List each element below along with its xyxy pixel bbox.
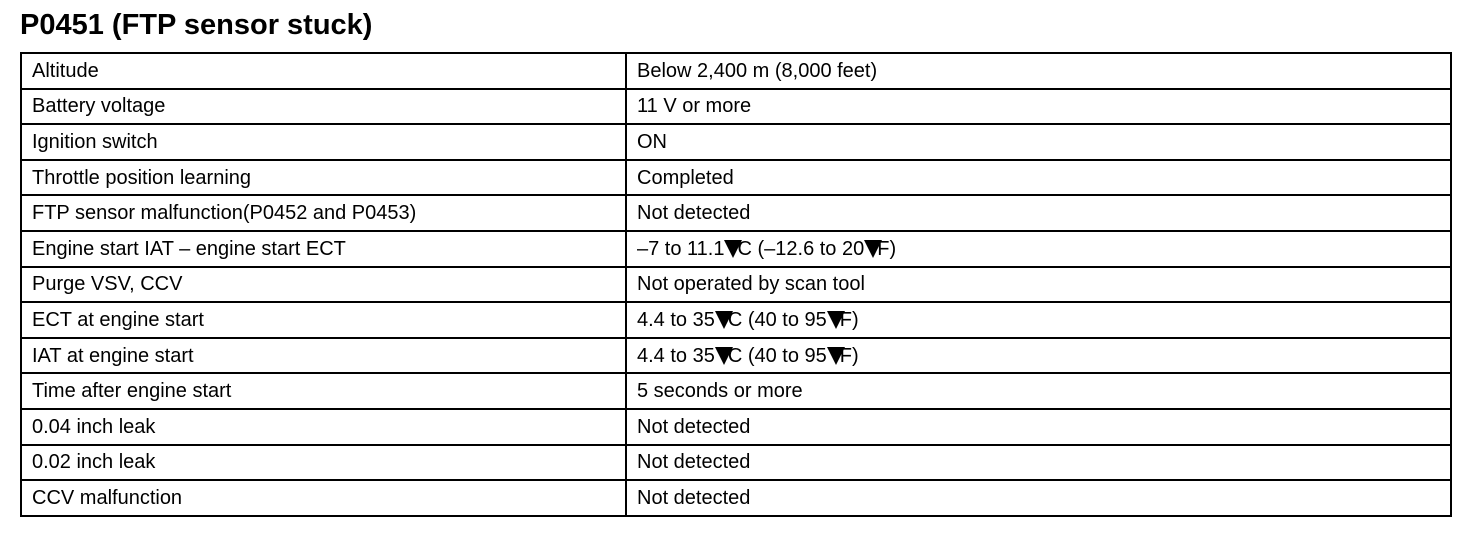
condition-cell: Engine start IAT – engine start ECT bbox=[21, 231, 626, 267]
table-row bbox=[21, 302, 1451, 338]
table-row bbox=[21, 480, 1451, 516]
condition-cell: Ignition switch bbox=[21, 124, 626, 160]
value-text: –7 to 11.1 bbox=[637, 237, 725, 260]
value-text: 4.4 to 35 bbox=[637, 344, 715, 367]
value-cell: Not detected bbox=[626, 195, 1451, 231]
value-cell: Completed bbox=[626, 160, 1451, 196]
value-cell: Not detected bbox=[626, 409, 1451, 445]
value-cell: ON bbox=[626, 124, 1451, 160]
value-text: 4.4 to 35 bbox=[637, 308, 715, 331]
value-cell: 11 V or more bbox=[626, 89, 1451, 125]
condition-cell: 0.04 inch leak bbox=[21, 409, 626, 445]
condition-cell: Altitude bbox=[21, 53, 626, 89]
value-cell: Not detected bbox=[626, 480, 1451, 516]
condition-cell: IAT at engine start bbox=[21, 338, 626, 374]
condition-cell: Time after engine start bbox=[21, 373, 626, 409]
condition-cell: Battery voltage bbox=[21, 89, 626, 125]
condition-cell: FTP sensor malfunction(P0452 and P0453) bbox=[21, 195, 626, 231]
condition-cell: Throttle position learning bbox=[21, 160, 626, 196]
table-row bbox=[21, 124, 1451, 160]
table-row bbox=[21, 53, 1451, 89]
table-row bbox=[21, 445, 1451, 481]
condition-cell: CCV malfunction bbox=[21, 480, 626, 516]
value-cell: Below 2,400 m (8,000 feet) bbox=[626, 53, 1451, 89]
table-row bbox=[21, 373, 1451, 409]
table-row bbox=[21, 231, 1451, 267]
table-row bbox=[21, 267, 1451, 303]
condition-cell: 0.02 inch leak bbox=[21, 445, 626, 481]
table-row bbox=[21, 409, 1451, 445]
value-cell bbox=[626, 231, 1451, 267]
page-title: P0451 (FTP sensor stuck) bbox=[20, 9, 373, 41]
value-text: C (40 to 95 bbox=[727, 344, 827, 367]
value-text: C (40 to 95 bbox=[727, 308, 827, 331]
condition-cell: ECT at engine start bbox=[21, 302, 626, 338]
condition-cell: Purge VSV, CCV bbox=[21, 267, 626, 303]
table-row bbox=[21, 89, 1451, 125]
value-cell bbox=[626, 302, 1451, 338]
value-cell: 5 seconds or more bbox=[626, 373, 1451, 409]
value-text: F) bbox=[839, 308, 859, 331]
value-cell: Not operated by scan tool bbox=[626, 267, 1451, 303]
value-text: F) bbox=[839, 344, 859, 367]
value-text: F) bbox=[877, 237, 897, 260]
value-text: C (–12.6 to 20 bbox=[737, 237, 865, 260]
table-row bbox=[21, 338, 1451, 374]
table-row bbox=[21, 195, 1451, 231]
value-cell: Not detected bbox=[626, 445, 1451, 481]
conditions-table bbox=[20, 52, 1452, 517]
table-row bbox=[21, 160, 1451, 196]
value-cell bbox=[626, 338, 1451, 374]
